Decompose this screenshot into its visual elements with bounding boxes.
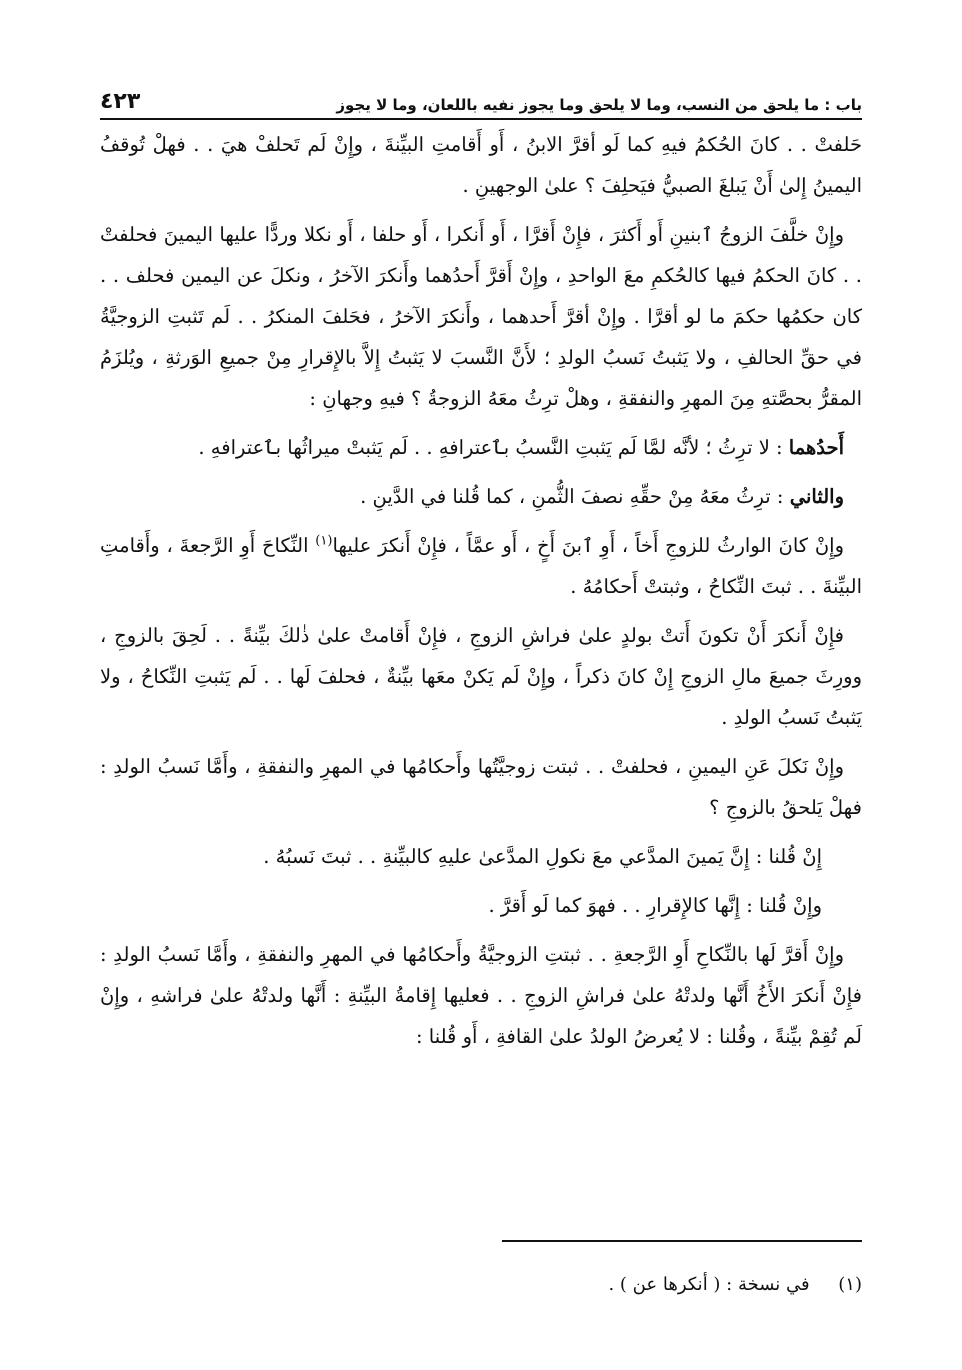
paragraph (100, 476, 862, 517)
paragraph: وإِنْ نَكلَ عَنِ اليمينِ ، فحلفتْ . . ثبتت زوجيَّتُها وأَحكامُها في المهرِ والنفقةِ ، وأَمَّا نَسبُ الولدِ : فهلْ يَلحقُ بالزوجِ ؟ (100, 755, 862, 819)
paragraph-text: : لا ترِثُ ؛ لأنَّه لمَّا لَم يَثبتِ النَّسبُ بٱعترافهِ . . لَم يَثبتْ ميراثُها بٱعترافهِ . (198, 436, 789, 459)
paragraph-text: وإِنْ كانَ الوارثُ للزوجِ أَخاً ، أَوِ ٱبنَ أَخٍ ، أَو عمَّاً ، فإِنْ أَنكرَ عليها (332, 534, 844, 557)
paragraph: وإِنْ قُلنا : إِنَّها كالإِقرارِ . . فهوَ كما لَو أَقرَّ . (488, 894, 822, 917)
paragraph: وإِنْ أَقرَّ لَها بالنِّكاحِ أَوِ الرَّجعةِ . . ثبتتِ الزوجيَّةُ وأَحكامُها في المهرِ والنفقةِ ، وأَمَّا نَسبُ الولدِ : فإِنْ أَنكرَ الأَخُ أَنَّها ولدتْهُ علىٰ فراشِ الزوجِ . . فعليها إِقامةُ البيِّنةِ : أَنَّها ولدتْهُ علىٰ فراشهِ ، وإِنْ لَم تُقِمْ بيِّنةً ، وقُلنا : لا يُعرضُ الولدُ علىٰ القافةِ ، أَو قُلنا : (100, 943, 862, 1048)
paragraph: فإِنْ أَنكرَ أَنْ تكونَ أَتتْ بولدٍ علىٰ فراشِ الزوجِ ، فإِنْ أَقامتْ علىٰ ذٰلكَ بيِّنةً . . لَحِقَ بالزوجِ ، وورِثَ جميعَ مالِ الزوجِ إِنْ كانَ ذكراً ، وإِنْ لَم يَكنْ معَها بيِّنةٌ ، فحلفَ لَها . . لَم يَثبتِ النِّكاحُ ، ولا يَثبتُ نَسبُ الولدِ . (100, 624, 862, 729)
paragraph-label: والثاني (789, 485, 844, 508)
body-text (100, 124, 862, 1065)
footnote-text: في نسخة : ( أنكرها عن ) . (608, 1274, 810, 1295)
paragraph: إِنْ قُلنا : إِنَّ يَمينَ المدَّعي معَ نكولِ المدَّعىٰ عليهِ كالبيِّنةِ . . ثبتَ نَسبُهُ . (263, 845, 822, 868)
footnote-divider (502, 1240, 862, 1242)
paragraph (100, 427, 862, 468)
paragraph (100, 525, 862, 607)
paragraph-text: : ترِثُ معَهُ مِنْ حقِّهِ نصفَ الثُّمنِ ، كما قُلنا في الدَّينِ . (360, 485, 790, 508)
footnote-marker[interactable]: (١) (315, 533, 333, 549)
page-header (100, 84, 862, 120)
page-number: ٤٢٣ (100, 89, 141, 114)
paragraph-text: النِّكاحَ أَوِ الرَّجعةَ ، وأَقامتِ البيِّنةَ . . ثبتَ النِّكاحُ ، وثبتتْ أَحكامُهُ . (100, 534, 862, 598)
footnote (100, 1274, 862, 1295)
paragraph-label: أَحدُهما (788, 436, 844, 459)
footnote-number: (١) (838, 1274, 862, 1295)
paragraph: وإِنْ خلَّفَ الزوجُ ٱبنينِ أَو أَكثرَ ، فإِنْ أَقرَّا ، أَو أَنكرا ، أَو حلفا ، أَو نكلا وردًّا عليها اليمينَ فحلفتْ . . كانَ الحكمُ فيها كالحُكمِ معَ الواحدِ ، وإِنْ أَقرَّ أَحدُهما وأَنكرَ الآخرُ ، ونكلَ عن اليمين فحلف . . كان حكمُها حكمَ ما لو أقرَّا . وإِنْ أقرَّ أَحدهما ، وأَنكرَ الآخرُ ، فحَلفَ المنكرُ . . لَم تَثبتِ الزوجيَّةُ في حقِّ الحالفِ ، ولا يَثبتُ نَسبُ الولدِ ؛ لأَنَّ النَّسبَ لا يَثبتُ إِلاَّ بالإِقرارِ مِنْ جميعِ الوَرثةِ ، ويُلزَمُ المقرُّ بحصَّتهِ مِنَ المهرِ والنفقةِ ، وهلْ ترِثُ معَهُ الزوجةُ ؟ فيهِ وجهانِ : (100, 223, 862, 410)
paragraph: حَلفتْ . . كانَ الحُكمُ فيهِ كما لَو أقرَّ الابنُ ، أَو أَقامتِ البيِّنةَ ، وإِنْ لَم تَحلفْ هيَ . . فهلْ تُوقفُ اليمينُ إِلىٰ أَنْ يَبلغَ الصبيُّ فيَحلِفَ ؟ علىٰ الوجهينِ . (100, 133, 862, 197)
running-head: باب : ما يلحق من النسب، وما لا يلحق وما يجوز نفيه باللعان، وما لا يجوز (336, 96, 862, 114)
